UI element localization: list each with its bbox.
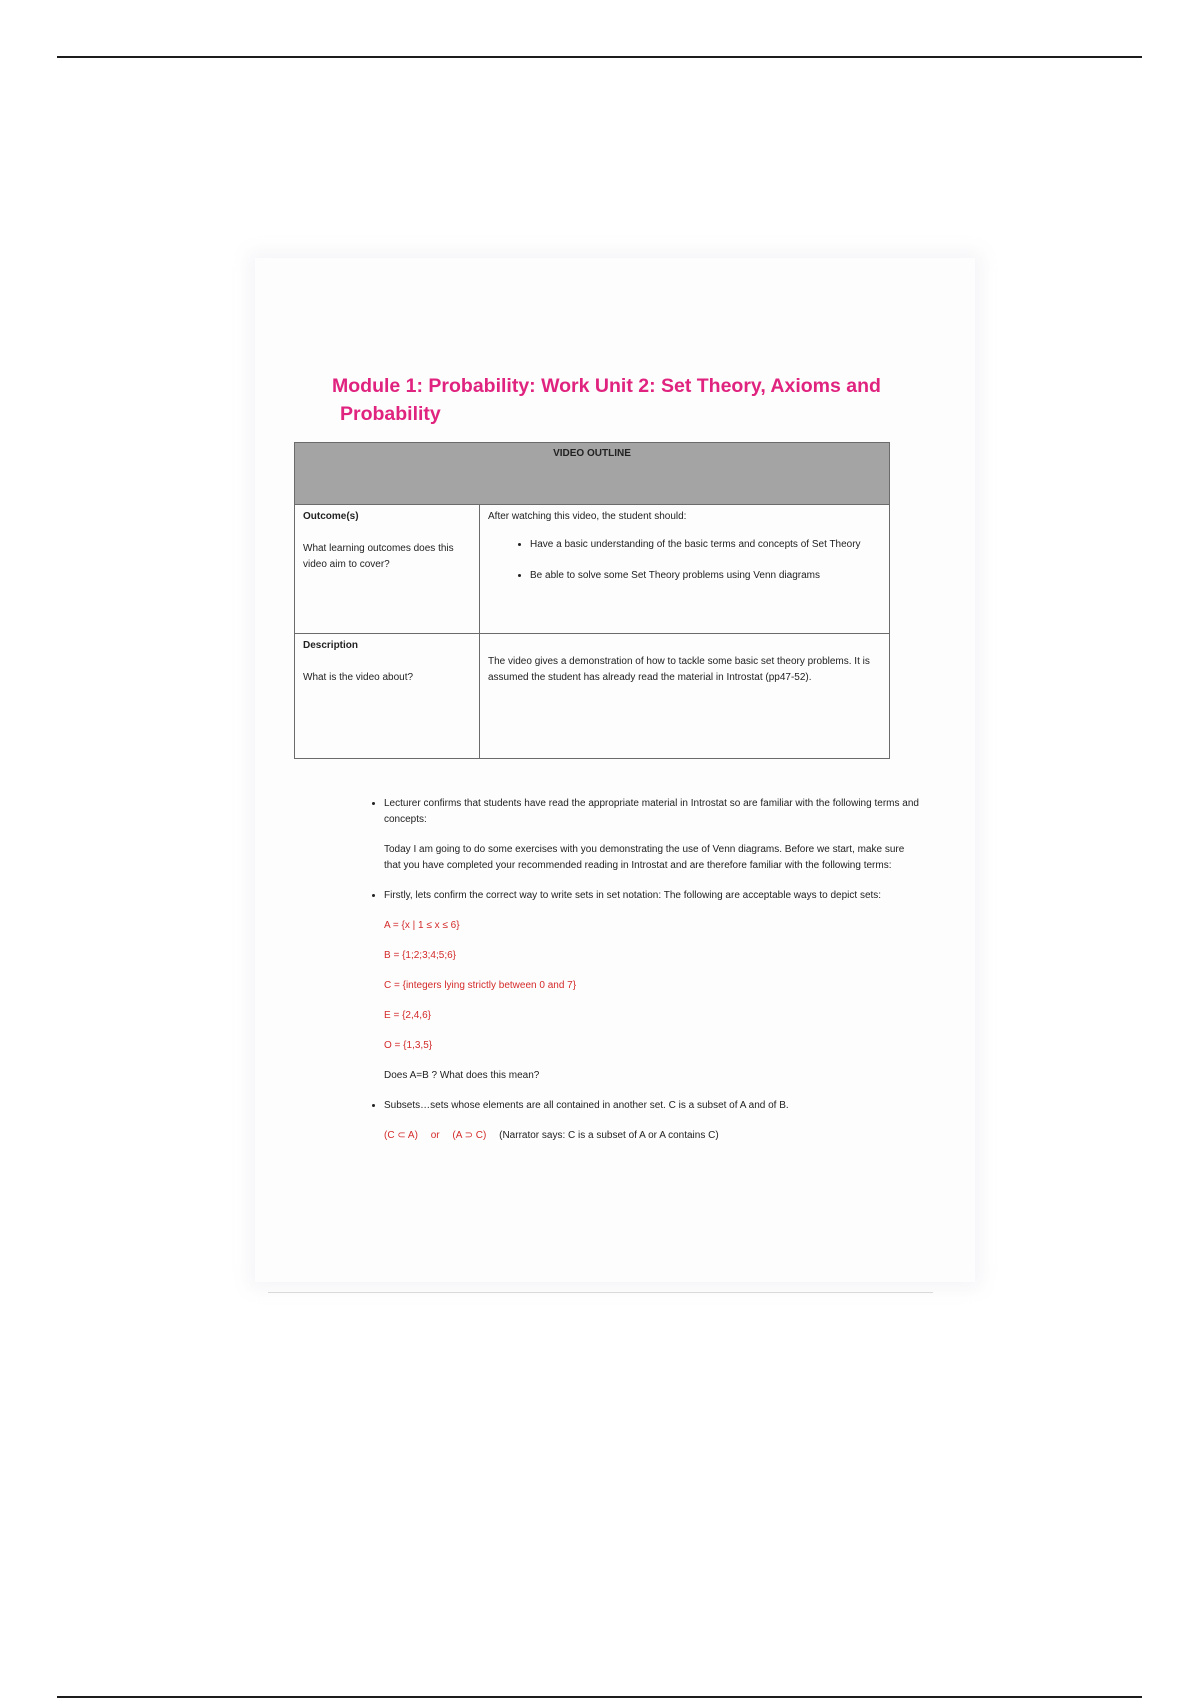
body-bullet-text: Lecturer confirms that students have read the appropriate material in Introstat so are familiar with the following terms and concepts:: [384, 798, 919, 825]
video-outline-header: VIDEO OUTLINE: [295, 443, 890, 505]
outcomes-intro: After watching this video, the student should:: [488, 511, 687, 522]
set-definition: O = {1,3,5}: [384, 1040, 433, 1051]
narrator-note: (Narrator says: C is a subset of A or A contains C): [499, 1130, 719, 1141]
outcome-item: • Have a basic understanding of the basic terms and concepts of Set Theory: [530, 537, 881, 553]
body-bullet-item: [384, 796, 919, 874]
body-bullet-item: [384, 888, 919, 1084]
outcomes-row: [295, 505, 890, 634]
set-definition: C = {integers lying strictly between 0 and 7}: [384, 980, 577, 991]
body-paragraph: Today I am going to do some exercises with you demonstrating the use of Venn diagrams. Before we start, make sure that you have completed your recommended reading in Introstat and are therefore familiar with the following terms:: [384, 844, 905, 871]
description-text: The video gives a demonstration of how to tackle some basic set theory problems. It is assumed the student has already read the material in Introstat (pp47-52).: [488, 656, 870, 683]
document-title-line2: Probability: [340, 403, 441, 425]
superset-notation: (A ⊃ C): [452, 1130, 487, 1141]
subset-notation-line: [384, 1128, 919, 1144]
description-content-cell: [480, 634, 890, 759]
set-definition: B = {1;2;3;4;5;6}: [384, 950, 457, 961]
description-label-cell: [295, 634, 480, 759]
description-question: What is the video about?: [303, 672, 414, 683]
document-title-line1: Module 1: Probability: Work Unit 2: Set Theory, Axioms and: [332, 375, 881, 397]
set-definition: A = {x | 1 ≤ x ≤ 6}: [384, 920, 460, 931]
outcomes-list: [488, 537, 881, 584]
outcomes-question: What learning outcomes does this video aim to cover?: [303, 543, 454, 570]
body-bullet-text: Subsets…sets whose elements are all contained in another set. C is a subset of A and of B.: [384, 1100, 789, 1111]
outcomes-heading: Outcome(s): [303, 511, 359, 522]
description-heading: Description: [303, 640, 359, 651]
document-page-bottom-edge: [268, 1292, 933, 1293]
outcomes-label-cell: [295, 505, 480, 634]
description-row: [295, 634, 890, 759]
equality-question: Does A=B ? What does this mean?: [384, 1070, 540, 1081]
document-title: [332, 372, 912, 428]
body-bullet-list: [362, 796, 919, 1158]
set-definition: E = {2,4,6}: [384, 1010, 431, 1021]
video-outline-table: [294, 442, 890, 759]
bottom-rule: [57, 1696, 1142, 1698]
subset-notation: (C ⊂ A): [384, 1130, 418, 1141]
outcomes-content-cell: [480, 505, 890, 634]
body-bullet-text: Firstly, lets confirm the correct way to write sets in set notation: The following are acceptable ways to depict sets:: [384, 890, 882, 901]
top-rule: [57, 56, 1142, 58]
outcome-item: • Be able to solve some Set Theory problems using Venn diagrams: [530, 568, 881, 584]
body-bullet-item: [384, 1098, 919, 1144]
subset-or: or: [430, 1130, 440, 1141]
